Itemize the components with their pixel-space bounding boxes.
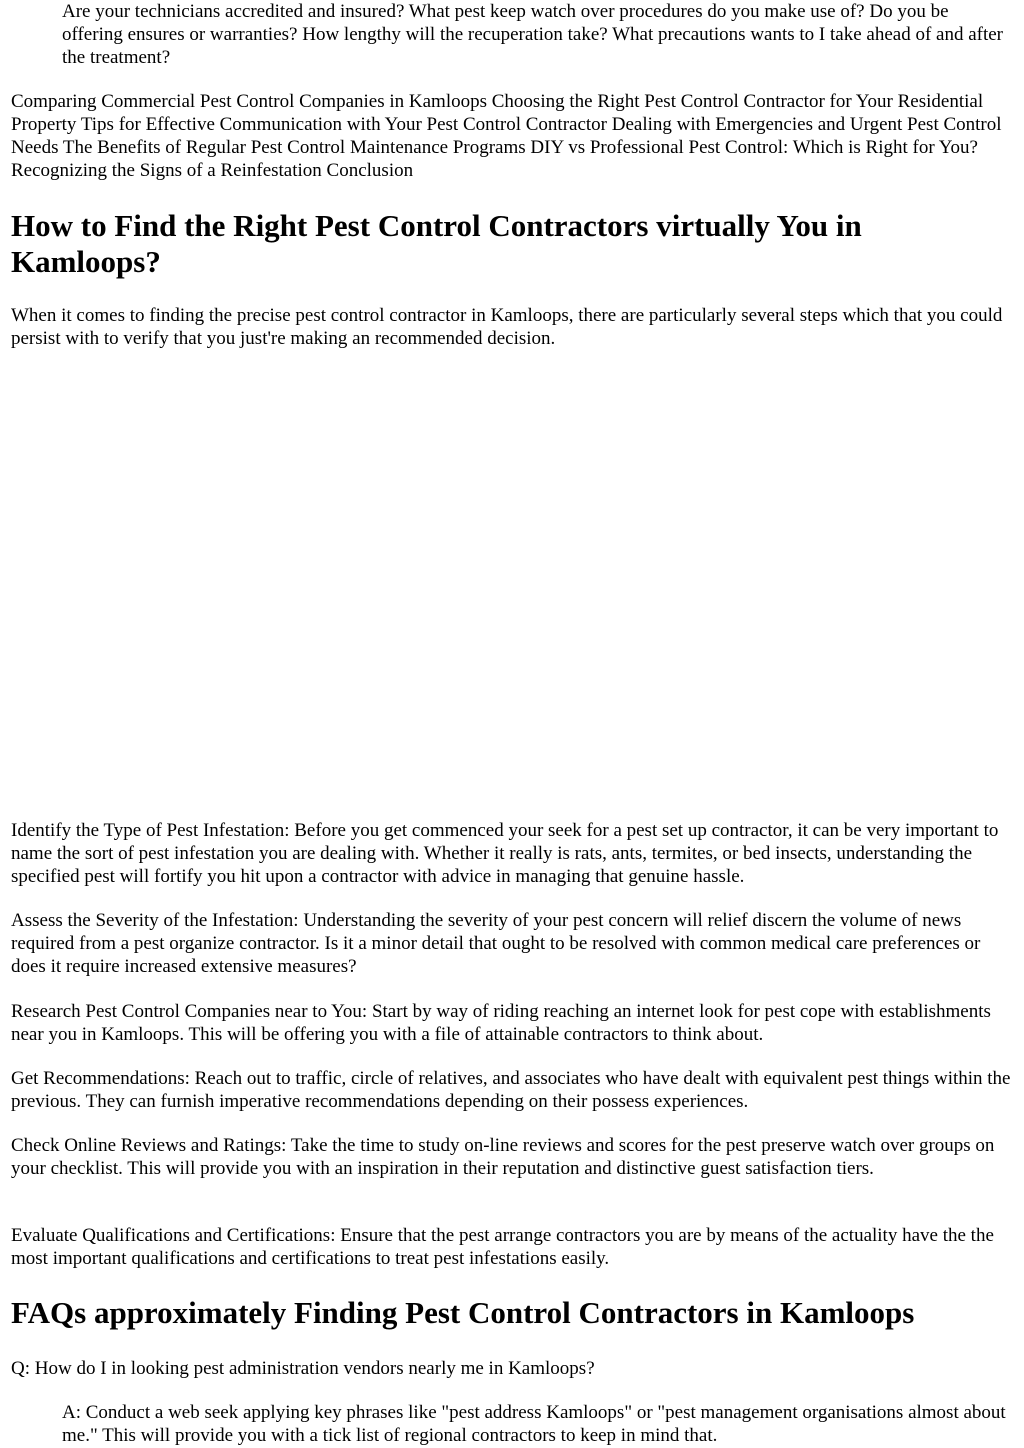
paragraph-get-recommendations: Get Recommendations: Reach out to traffic, circle of relatives, and associates who have dealt with equivalent pest things within the previous. They can furnish imperative recommendations depending on their possess experiences.	[11, 1068, 1011, 1112]
faq-answer: A: Conduct a web seek applying key phrases like "pest address Kamloops" or "pest management organisations almost about me." This will provide you with a tick list of regional contractors to keep in mind that.	[62, 1402, 1006, 1446]
intro-paragraph: When it comes to finding the precise pest control contractor in Kamloops, there are particularly several steps which that you could persist with to verify that you just're making an recommended decision.	[11, 305, 1003, 349]
paragraph-check-reviews: Check Online Reviews and Ratings: Take the time to study on-line reviews and scores for the pest preserve watch over groups on your checklist. This will provide you with an inspiration in their reputation and distinctive guest satisfaction tiers.	[11, 1135, 995, 1179]
paragraph-identify-pest: Identify the Type of Pest Infestation: Before you get commenced your seek for a pest set up contractor, it can be very important to name the sort of pest infestation you are dealing with. Whether it really is rats, ants, termites, or bed insects, understanding the specified pest will fortify you hit upon a contractor with advice in managing that genuine hassle.	[11, 820, 999, 887]
section-heading-find-contractors: How to Find the Right Pest Control Contractors virtually You in Kamloops?	[11, 208, 862, 279]
blank-space	[11, 355, 1011, 810]
paragraph-research-companies: Research Pest Control Companies near to You: Start by way of riding reaching an internet look for pest cope with establishments near you in Kamloops. This will be offering you with a file of attainable contractors to think about.	[11, 1001, 991, 1045]
section-heading-faqs: FAQs approximately Finding Pest Control Contractors in Kamloops	[11, 1295, 915, 1330]
paragraph-evaluate-qualifications: Evaluate Qualifications and Certifications: Ensure that the pest arrange contractors you are by means of the actuality have the the most important qualifications and certifications to treat pest infestations easily.	[11, 1225, 994, 1269]
faq-question: Q: How do I in looking pest administration vendors nearly me in Kamloops?	[11, 1358, 595, 1379]
paragraph-assess-severity: Assess the Severity of the Infestation: Understanding the severity of your pest concern will relief discern the volume of news required from a pest organize contractor. Is it a minor detail that ought to be resolved with common medical care preferences or does it require increased extensive measures?	[11, 910, 981, 977]
table-of-contents-text: Comparing Commercial Pest Control Companies in Kamloops Choosing the Right Pest Control Contractor for Your Residential Property Tips for Effective Communication with Your Pest Control Contractor Dealing with Emergencies and Urgent Pest Control Needs The Benefits of Regular Pest Control Maintenance Programs DIY vs Professional Pest Control: Which is Right for You? Recognizing the Signs of a Reinfestation Conclusion	[11, 91, 1002, 181]
previous-answer-text: Are your technicians accredited and insured? What pest keep watch over procedures do you make use of? Do you be offering ensures or warranties? How lengthy will the recuperation take? What precautions wants to I take ahead of and after the treatment?	[62, 1, 1004, 68]
